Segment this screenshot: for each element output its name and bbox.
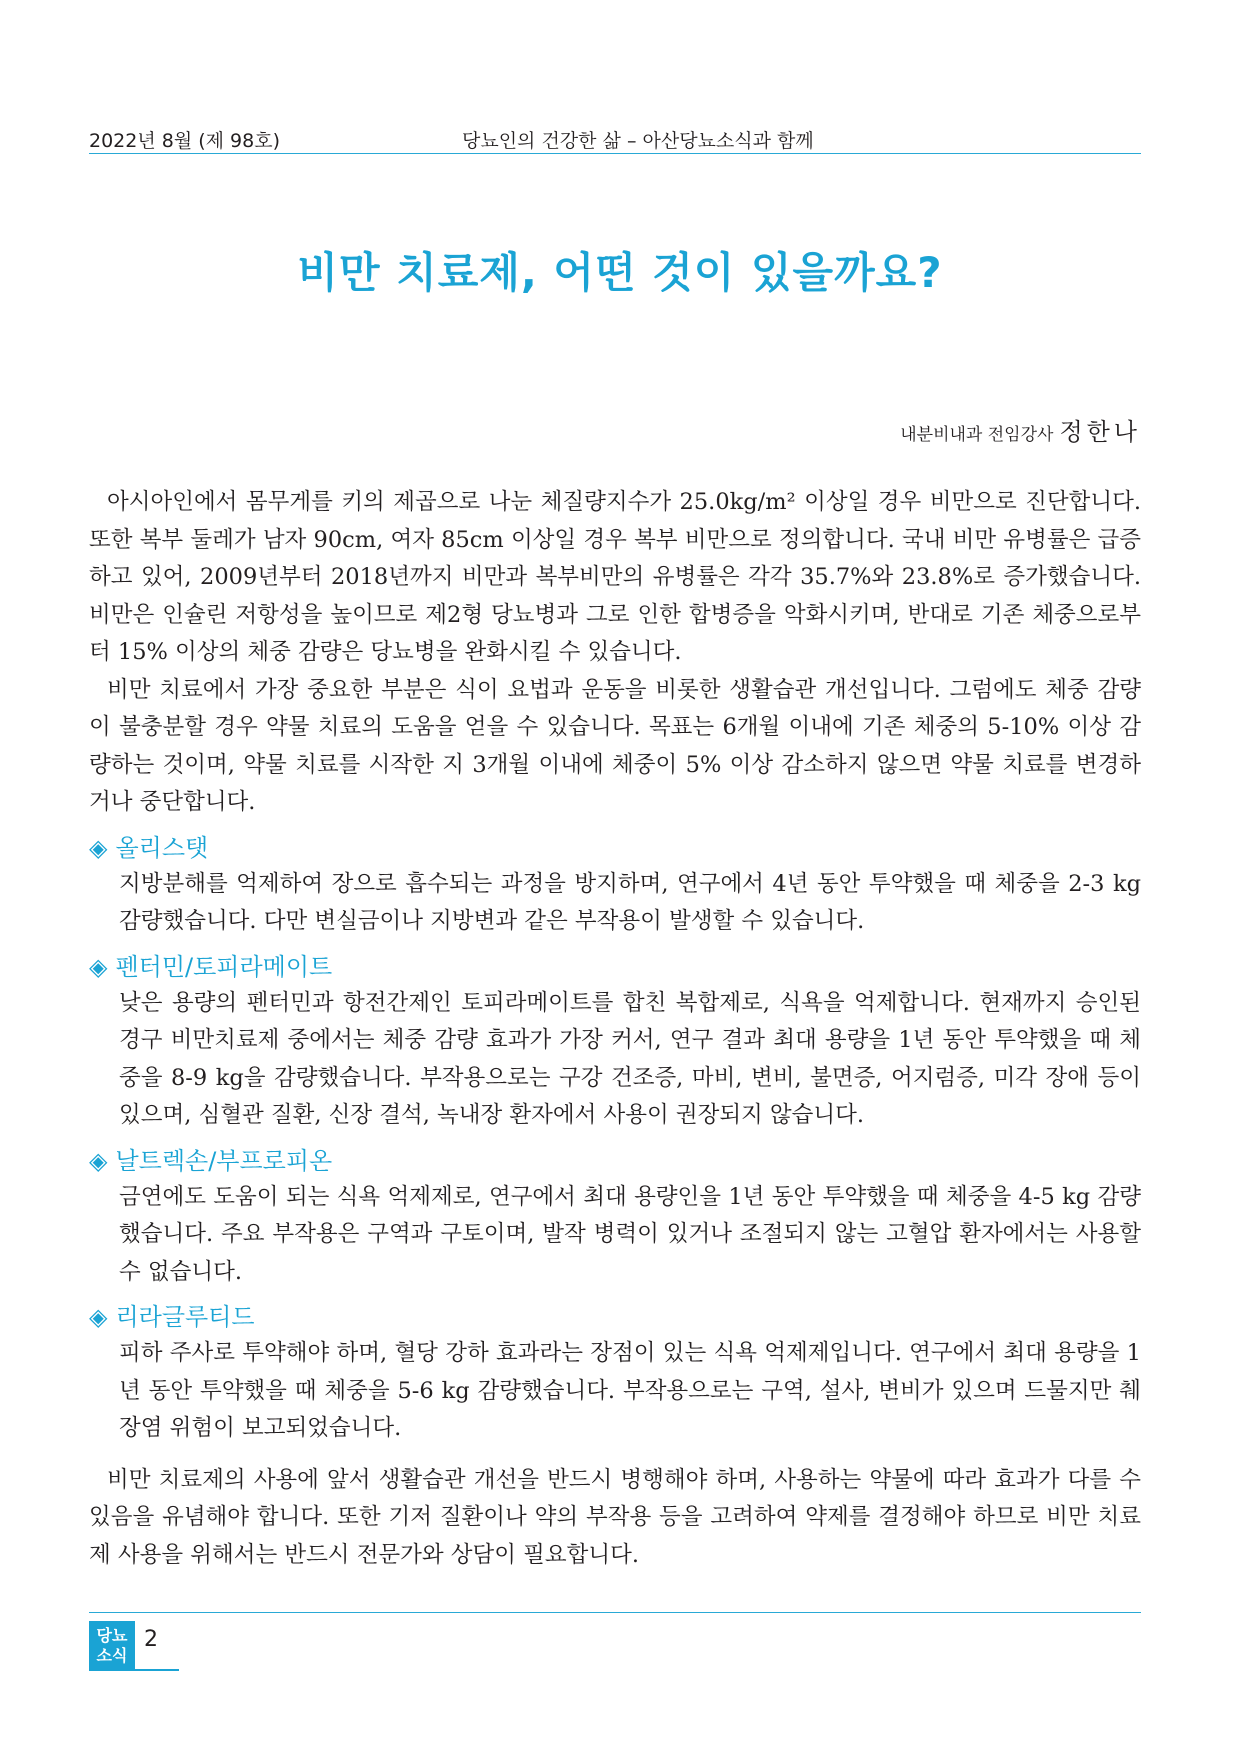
drug-heading xyxy=(89,830,1141,866)
issue-label: 2022년 8월 (제 98호) xyxy=(89,130,280,152)
diamond-bullet-icon: ◈ xyxy=(89,1146,108,1175)
header-divider xyxy=(89,153,1141,154)
badge-line: 당뇨 xyxy=(96,1626,128,1645)
footer-divider xyxy=(89,1612,1141,1613)
author-name: 정한나 xyxy=(1059,418,1141,446)
drug-description: 피하 주사로 투약해야 하며, 혈당 강하 효과라는 장점이 있는 식욕 억제제입니다. 연구에서 최대 용량을 1년 동안 투약했을 때 체중을 5-6 kg 감량했습니다. 부작용으로는 구역, 설사, 변비가 있으며 드물지만 췌장염 위험이 보고되었습니다. xyxy=(119,1340,1141,1441)
drug-description: 금연에도 도움이 되는 식욕 억제제로, 연구에서 최대 용량인을 1년 동안 투약했을 때 체중을 4-5 kg 감량했습니다. 주요 부작용은 구역과 구토이며, 발작 병력이 있거나 조절되지 않는 고혈압 환자에서는 사용할 수 없습니다. xyxy=(119,1183,1141,1285)
byline xyxy=(900,412,1141,447)
drug-section xyxy=(89,830,1141,941)
drug-heading xyxy=(89,949,1141,985)
drug-section xyxy=(89,949,1141,1135)
drug-name: 날트렉손/부프로피온 xyxy=(115,1146,333,1175)
diamond-bullet-icon: ◈ xyxy=(89,952,108,981)
drug-name: 리라글루티드 xyxy=(115,1303,255,1331)
masthead-title: 당뇨인의 건강한 삶 – 아산당뇨소식과 함께 xyxy=(462,130,814,152)
conclusion-paragraph: 비만 치료제의 사용에 앞서 생활습관 개선을 반드시 병행해야 하며, 사용하는 약물에 따라 효과가 다를 수 있음을 유념해야 합니다. 또한 기저 질환이나 약의 부작용 등을 고려하여 약제를 결정해야 하므로 비만 치료제 사용을 위해서는 반드시 전문가와 상담이 필요합니다. xyxy=(89,1466,1141,1568)
badge-line: 소식 xyxy=(96,1646,128,1665)
drug-section xyxy=(89,1143,1141,1292)
drug-name: 올리스탯 xyxy=(115,833,209,862)
diamond-bullet-icon: ◈ xyxy=(89,1303,108,1331)
drug-description: 지방분해를 억제하여 장으로 흡수되는 과정을 방지하며, 연구에서 4년 동안 투약했을 때 체중을 2-3 kg 감량했습니다. 다만 변실금이나 지방변과 같은 부작용이 발생할 수 있습니다. xyxy=(119,870,1141,934)
article-title: 비만 치료제, 어떤 것이 있을까요? xyxy=(297,248,943,297)
page-number: 2 xyxy=(144,1627,158,1652)
drug-heading xyxy=(89,1299,1141,1335)
author-role: 내분비내과 전임강사 xyxy=(900,425,1054,445)
newsletter-badge xyxy=(89,1621,135,1671)
page-number-underline xyxy=(135,1669,179,1671)
intro-paragraph: 아시아인에서 몸무게를 키의 제곱으로 나눈 체질량지수가 25.0kg/m² 이상일 경우 비만으로 진단합니다. 또한 복부 둘레가 남자 90cm, 여자 85cm 이상일 경우 복부 비만으로 정의합니다. 국내 비만 유병률은 급증하고 있어, 2009년부터 2018년까지 비만과 복부비만의 유병률은 각각 35.7%와 23.8%로 증가했습니다. 비만은 인슐린 저항성을 높이므로 제2형 당뇨병과 그로 인한 합병증을 악화시키며, 반대로 기존 체중으로부터 15% 이상의 체중 감량은 당뇨병을 완화시킬 수 있습니다. xyxy=(89,489,1141,665)
diamond-bullet-icon: ◈ xyxy=(89,833,108,862)
article-body xyxy=(89,484,1141,1574)
drug-heading xyxy=(89,1143,1141,1179)
drug-description: 낮은 용량의 펜터민과 항전간제인 토피라메이트를 합친 복합제로, 식욕을 억제합니다. 현재까지 승인된 경구 비만치료제 중에서는 체중 감량 효과가 가장 커서, 연구 결과 최대 용량을 1년 동안 투약했을 때 체중을 8-9 kg을 감량했습니다. 부작용으로는 구강 건조증, 마비, 변비, 불면증, 어지럼증, 미각 장애 등이 있으며, 심혈관 질환, 신장 결석, 녹내장 환자에서 사용이 권장되지 않습니다. xyxy=(119,989,1141,1128)
drug-section xyxy=(89,1299,1141,1448)
intro-paragraph: 비만 치료에서 가장 중요한 부분은 식이 요법과 운동을 비롯한 생활습관 개선입니다. 그럼에도 체중 감량이 불충분할 경우 약물 치료의 도움을 얻을 수 있습니다. 목표는 6개월 이내에 기존 체중의 5-10% 이상 감량하는 것이며, 약물 치료를 시작한 지 3개월 이내에 체중이 5% 이상 감소하지 않으면 약물 치료를 변경하거나 중단합니다. xyxy=(89,676,1141,815)
drug-name: 펜터민/토피라메이트 xyxy=(115,952,333,981)
